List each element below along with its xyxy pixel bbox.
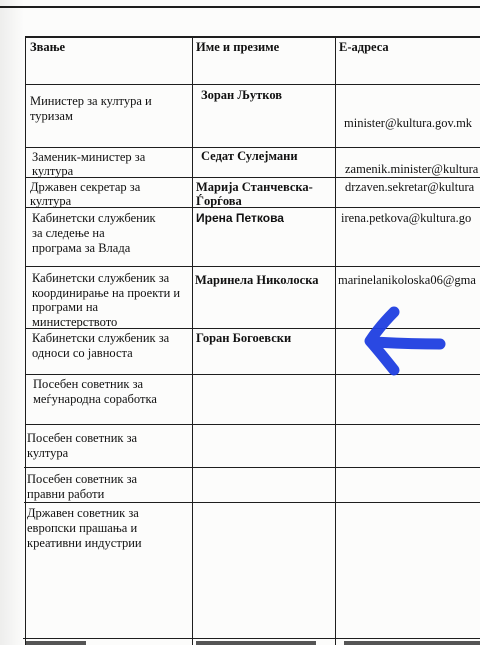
title-cell: Државен советник за европски прашања и креативни индустрии (27, 506, 142, 550)
table-border-top (0, 6, 480, 8)
email-cell: marinelanikoloska06@gma (338, 273, 476, 287)
table-row-divider (23, 638, 480, 639)
name-cell: Маринела Николоска (195, 273, 319, 287)
header-name: Име и презиме (196, 40, 280, 54)
email-cell: zamenik.minister@kultura (345, 162, 479, 176)
title-cell: Кабинетски службеник за координирање на проекти и програми на министерството (32, 271, 181, 329)
name-cell: Седат Сулејмани (201, 149, 298, 163)
name-cell: Зоран Љутков (201, 88, 283, 102)
table-row-divider (26, 36, 480, 38)
table-row-divider (24, 467, 480, 468)
title-cell: Кабинетски службеник за следење на програма за Влада (32, 211, 156, 255)
title-cell: Посебен советник за култура (27, 431, 138, 460)
cut-off-text-fragment (196, 641, 316, 645)
cut-off-text-fragment (344, 641, 480, 645)
header-title: Звање (30, 40, 66, 54)
cut-off-text-fragment (26, 641, 86, 645)
header-email: Е-адреса (339, 40, 389, 54)
table-row-divider (26, 424, 480, 425)
page-edge-shadow (0, 0, 24, 645)
email-cell: irena.petkova@kultura.go (341, 211, 472, 225)
title-cell: Државен секретар за култура (30, 180, 141, 208)
table-row-divider (26, 84, 480, 85)
hand-drawn-arrow-icon (360, 298, 456, 382)
email-cell: minister@kultura.gov.mk (344, 116, 473, 130)
table-column-divider (25, 36, 26, 645)
title-cell: Министер за култура и туризам (30, 94, 152, 123)
title-cell: Посебен советник за правни работи (27, 472, 138, 501)
name-cell: Ирена Петкова (196, 211, 284, 225)
table-row-divider (24, 502, 480, 503)
name-cell: Горан Богоевски (196, 331, 292, 345)
table-column-divider (192, 36, 193, 645)
title-cell: Заменик-министер за култура (32, 150, 146, 178)
table-column-divider (335, 36, 336, 645)
title-cell: Посебен советник за меѓународна соработка (33, 377, 157, 406)
table-row-divider (26, 266, 480, 267)
title-cell: Кабинетски службеник за односи со јавноста (32, 331, 170, 360)
email-cell: drzaven.sekretar@kultura (345, 180, 475, 194)
name-cell: Марија Станчевска- Ѓорѓова (196, 180, 313, 208)
